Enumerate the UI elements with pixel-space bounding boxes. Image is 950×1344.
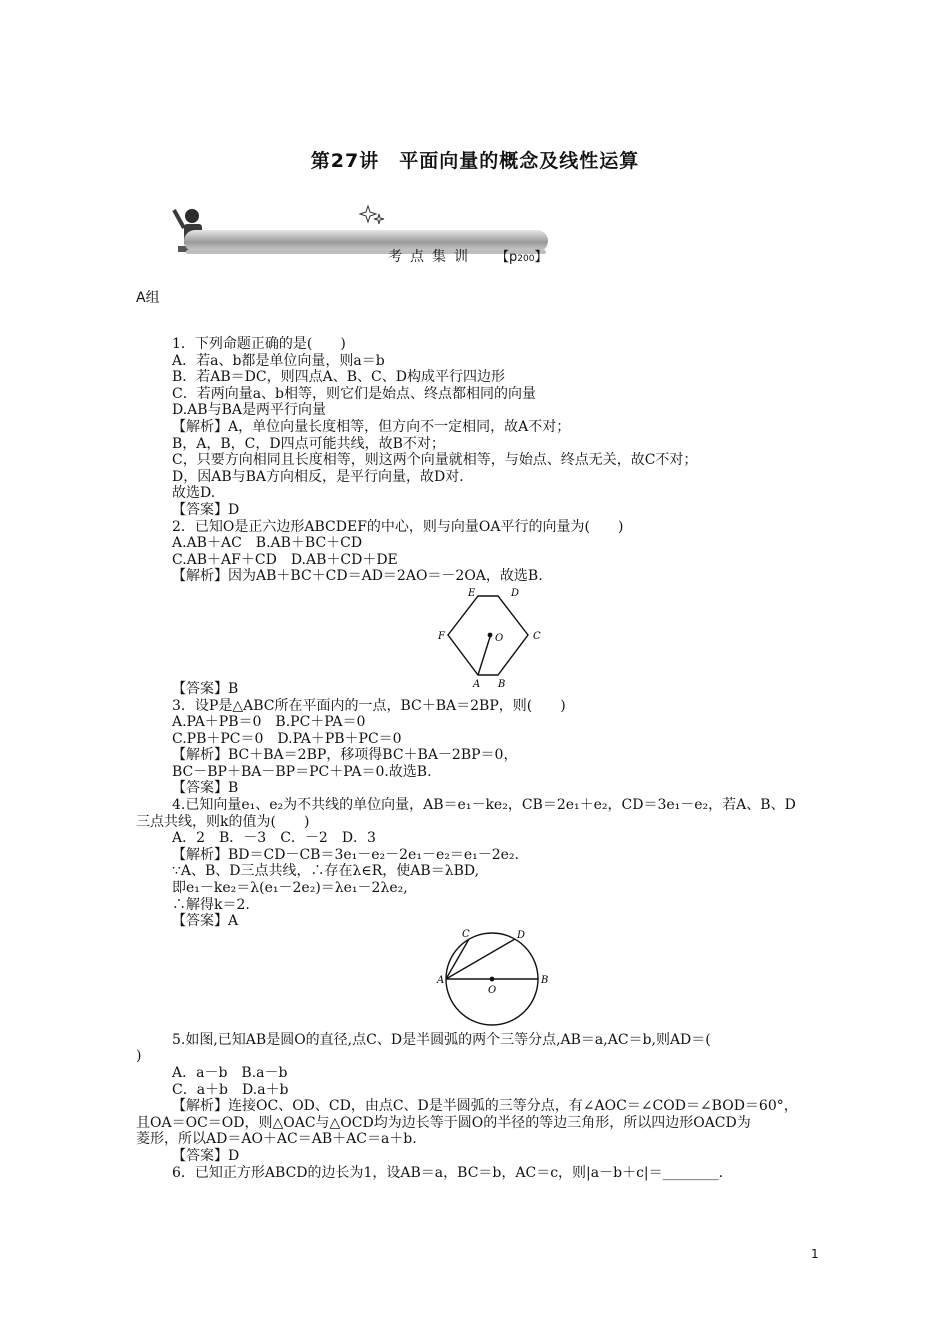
text-line: ∵A、B、D三点共线，∴存在λ∈R，使AB＝λBD,: [172, 863, 480, 880]
banner-page-ref: 【p200】: [496, 250, 548, 265]
text-line: 【解析】BD＝CD－CB＝3e₁－e₂－2e₁－e₂＝e₁－2e₂.: [172, 846, 520, 863]
text-line: 【答案】B: [172, 680, 239, 697]
q5-solution-line: 且OA＝OC＝OD，则△OAC与△OCD均为边长等于圆O的半径的等边三角形，所以四边形OACD为: [136, 1114, 751, 1131]
hex-label-b: B: [498, 678, 506, 690]
circle-label-b: B: [541, 974, 549, 986]
text-line: 故选D.: [172, 485, 216, 502]
sparkle-icon: [360, 204, 386, 230]
hex-label-c: C: [533, 630, 541, 642]
banner-text: 考点集训: [388, 249, 476, 265]
hex-label-a: A: [473, 678, 481, 690]
q5-line-cont: ): [136, 1048, 142, 1065]
q4-line: 4.已知向量e₁、e₂为不共线的单位向量，AB＝e₁－ke₂，CB＝2e₁＋e₂，CD＝3e₁－e₂，若A、B、D: [172, 797, 796, 814]
text-line: A.PA＋PB＝0 B.PC＋PA＝0: [172, 714, 366, 731]
circle-label-d: D: [517, 929, 526, 941]
circle-figure: [136, 930, 826, 1032]
hex-label-o: O: [495, 632, 504, 644]
page-title: 第27讲 平面向量的概念及线性运算: [310, 150, 640, 172]
q5-line: 5.如图,已知AB是圆O的直径,点C、D是半圆弧的两个三等分点,AB＝a,AC＝b,则AD＝(: [172, 1031, 711, 1048]
text-line: A．2 B．－3 C．－2 D．3: [172, 830, 376, 847]
text-line: A．a－b B.a－b: [172, 1065, 288, 1081]
text-line: D.AB与BA是两平行向量: [172, 402, 326, 419]
text-line: 【答案】D: [172, 1147, 240, 1164]
circle-label-a: A: [437, 974, 445, 986]
text-line: 【解析】BC＋BA＝2BP，移项得BC＋BA－2BP＝0，: [172, 747, 518, 764]
exercise-content: [136, 336, 826, 1181]
hex-label-d: D: [511, 587, 520, 599]
text-line: C．若两向量a、b相等，则它们是始点、终点都相同的向量: [172, 385, 537, 402]
circle-label-o: O: [488, 984, 497, 996]
text-line: 2．已知O是正六边形ABCDEF的中心，则与向量OA平行的向量为( ): [172, 518, 624, 535]
text-line: C，只要方向相同且长度相等，则这两个向量就相等，与始点、终点无关，故C不对；: [172, 452, 698, 469]
q4-line-cont: 三点共线，则k的值为( ): [136, 813, 310, 830]
text-line: 【解析】连接OC、OD、CD，由点C、D是半圆弧的三等分点，有∠AOC＝∠COD＝∠BOD＝60°，: [172, 1098, 798, 1115]
hex-label-e: E: [468, 587, 476, 599]
text-line: BC－BP＋BA－BP＝PC＋PA＝0.故选B.: [172, 763, 432, 780]
text-line: 【答案】B: [172, 780, 239, 797]
text-line: ∴解得k＝2.: [172, 896, 250, 913]
text-line: 【答案】A: [172, 913, 239, 930]
text-line: C.AB＋AF＋CD D.AB＋CD＋DE: [172, 551, 398, 568]
text-line: C.PB＋PC＝0 D.PA＋PB＋PC＝0: [172, 730, 402, 747]
text-line: 1．下列命题正确的是( ): [172, 336, 346, 352]
text-line: 3．设P是△ABC所在平面内的一点，BC＋BA＝2BP，则( ): [172, 697, 566, 714]
text-line: 【解析】A，单位向量长度相等，但方向不一定相同，故A不对；: [172, 418, 571, 435]
hex-label-f: F: [438, 630, 445, 642]
text-line: B．若AB＝DC，则四点A、B、C、D构成平行四边形: [172, 369, 505, 386]
text-line: 6．已知正方形ABCD的边长为1，设AB＝a，BC＝b，AC＝c，则|a－b＋c|＝________.: [172, 1164, 724, 1181]
text-line: D，因AB与BA方向相反，是平行向量，故D对.: [172, 468, 464, 485]
q5-solution-line: 菱形，所以AD＝AO＋AC＝AB＋AC＝a＋b.: [136, 1131, 417, 1148]
text-line: C．a＋b D.a＋b: [172, 1081, 289, 1098]
circle-label-c: C: [462, 928, 470, 940]
banner-shadow: [186, 250, 546, 254]
text-line: 【答案】D: [172, 501, 240, 518]
banner-bar: [184, 230, 548, 252]
group-label: A组: [136, 290, 160, 306]
text-line: 即e₁－ke₂＝λ(e₁－2e₂)＝λe₁－2λe₂,: [172, 880, 408, 897]
text-line: 【解析】因为AB＋BC＋CD＝AD＝2AO＝－2OA，故选B.: [172, 568, 543, 585]
text-line: A．若a、b都是单位向量，则a＝b: [172, 352, 385, 369]
text-line: B，A，B，C，D四点可能共线，故B不对；: [172, 435, 445, 452]
page-number: 1: [811, 1247, 819, 1261]
text-line: A.AB＋AC B.AB＋BC＋CD: [172, 535, 363, 552]
